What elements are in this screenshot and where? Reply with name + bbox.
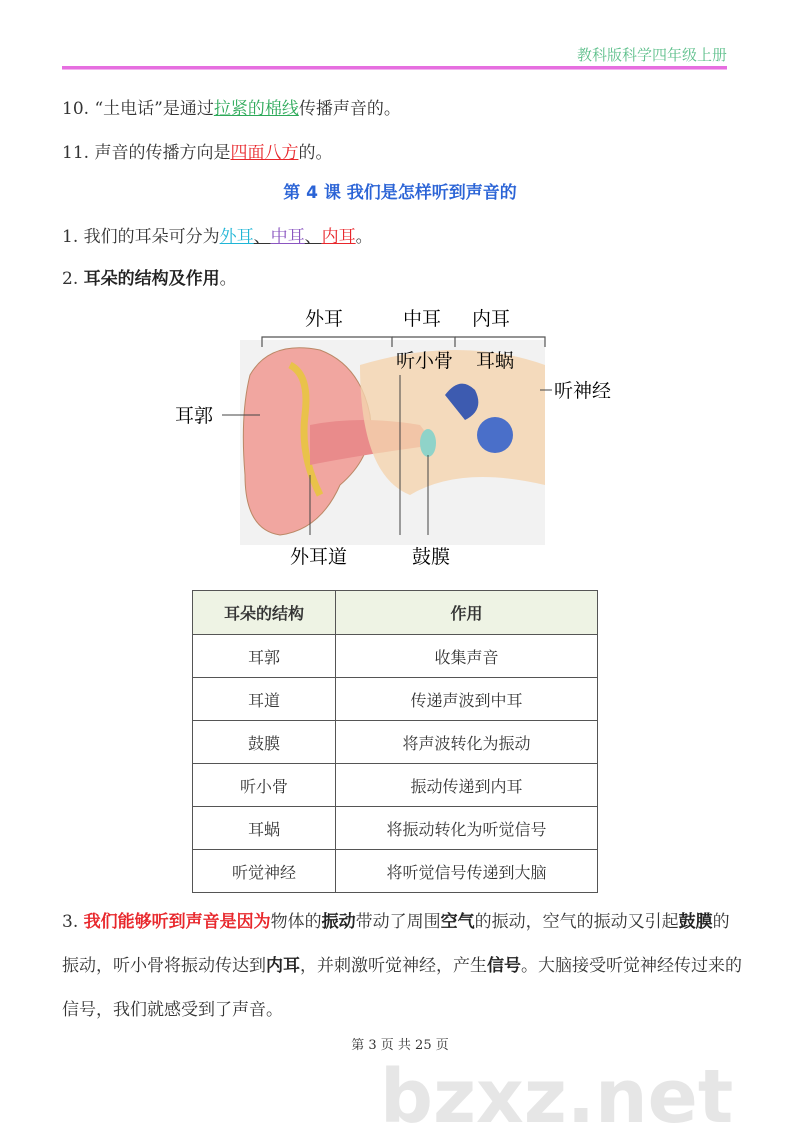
text: 带动了周围 <box>355 912 441 932</box>
item-text: 传播声音的。 <box>298 99 401 119</box>
keyword: 鼓膜 <box>678 912 713 932</box>
label-inner-ear: 内耳 <box>472 308 511 330</box>
inner-ear-answer: 内耳 <box>321 227 356 247</box>
point-text: 1. 我们的耳朵可分为 <box>62 227 220 247</box>
text: ，并刺激听觉神经，产生 <box>300 956 487 976</box>
function-cell: 收集声音 <box>336 635 598 678</box>
label-outer-ear: 外耳 <box>305 308 344 330</box>
point-1 <box>62 222 373 247</box>
key-phrase: 我们能够听到声音是因为 <box>83 912 271 932</box>
item-text: 的。 <box>298 143 333 163</box>
point-3 <box>62 900 742 1032</box>
column-header: 耳朵的结构 <box>193 591 336 635</box>
book-title-header: 教科版科学四年级上册 <box>576 46 727 64</box>
function-cell: 将声波转化为振动 <box>336 721 598 764</box>
item-text: 11. 声音的传播方向是 <box>62 143 231 163</box>
point-text: 。 <box>219 269 237 289</box>
label-ear-canal: 外耳道 <box>290 546 348 568</box>
label-auricle: 耳郭 <box>175 405 214 427</box>
point-2 <box>62 264 237 289</box>
structure-cell: 鼓膜 <box>193 721 336 764</box>
column-header: 作用 <box>336 591 598 635</box>
table-row <box>193 807 598 850</box>
item-text: 10. “土电话”是通过 <box>62 99 214 119</box>
table-row <box>193 635 598 678</box>
table-row <box>193 721 598 764</box>
separator: 、 <box>304 227 322 247</box>
label-ossicles: 听小骨 <box>396 350 454 372</box>
keyword: 信号 <box>487 956 521 976</box>
answer-highlight: 四面八方 <box>230 143 299 163</box>
item-10 <box>62 94 401 119</box>
label-auditory-nerve: 听神经 <box>554 380 612 402</box>
eardrum-shape <box>420 429 436 457</box>
answer-highlight: 拉紧的棉线 <box>213 99 299 119</box>
outer-ear-answer: 外耳 <box>219 227 254 247</box>
text: 的振动，空气的振动又引起 <box>474 912 679 932</box>
keyword: 振动 <box>321 912 356 932</box>
ear-structure-table <box>192 590 598 893</box>
point-heading: 耳朵的结构及作用 <box>83 269 220 289</box>
table-header-row <box>193 591 598 635</box>
structure-cell: 听觉神经 <box>193 850 336 893</box>
text: 物体的 <box>270 912 322 932</box>
text: 的振动，听小骨将振动传达到 <box>62 912 730 976</box>
keyword: 内耳 <box>266 956 300 976</box>
lesson-title: 第 4 课 我们是怎样听到声音的 <box>283 183 517 203</box>
function-cell: 振动传递到内耳 <box>336 764 598 807</box>
table-row <box>193 678 598 721</box>
function-cell: 传递声波到中耳 <box>336 678 598 721</box>
point-number: 2. <box>62 269 84 289</box>
middle-ear-answer: 中耳 <box>270 227 305 247</box>
cochlea-shape <box>477 417 513 453</box>
text: 。大脑接受听觉神经传过来的信号，我们就感受到了声音。 <box>62 956 742 1020</box>
page-number-footer: 第 3 页 共 25 页 <box>351 1038 449 1053</box>
structure-cell: 耳道 <box>193 678 336 721</box>
label-cochlea: 耳蜗 <box>476 350 515 372</box>
ear-structure-diagram <box>160 295 640 580</box>
item-11 <box>62 138 332 163</box>
label-eardrum: 鼓膜 <box>412 546 451 568</box>
header-divider <box>62 66 727 70</box>
structure-cell: 耳郭 <box>193 635 336 678</box>
table-row <box>193 850 598 893</box>
structure-cell: 耳蜗 <box>193 807 336 850</box>
label-middle-ear: 中耳 <box>403 308 442 330</box>
watermark: bzxz.net <box>380 1054 734 1140</box>
structure-cell: 听小骨 <box>193 764 336 807</box>
separator: 、 <box>253 227 271 247</box>
function-cell: 将振动转化为听觉信号 <box>336 807 598 850</box>
table-row <box>193 764 598 807</box>
point-number: 3. <box>62 912 84 932</box>
function-cell: 将听觉信号传递到大脑 <box>336 850 598 893</box>
point-text: 。 <box>355 227 373 247</box>
keyword: 空气 <box>440 912 475 932</box>
